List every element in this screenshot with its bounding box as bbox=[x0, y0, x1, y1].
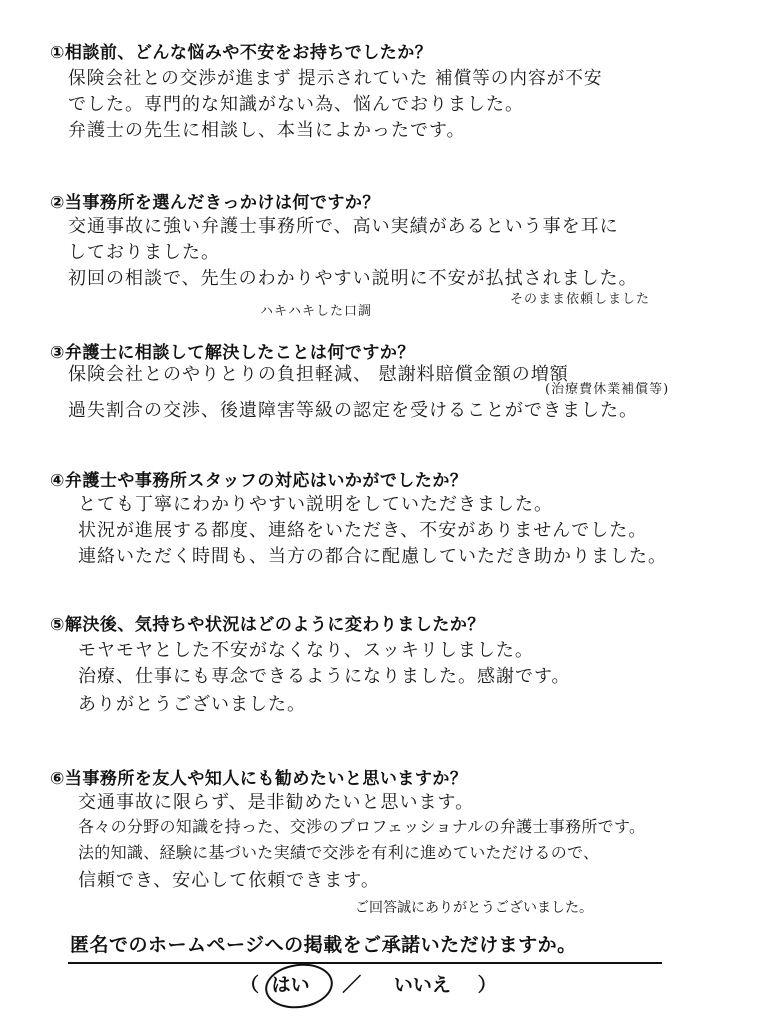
answer-2-line-1: 交通事故に強い弁護士事務所で、高い実績があるという事を耳に bbox=[68, 216, 619, 237]
question-1: ①相談前、どんな悩みや不安をお持ちでしたか？ bbox=[50, 43, 433, 63]
note-3-detail: (治療費休業補償等) bbox=[545, 382, 670, 397]
consent-question: 匿名でのホームページへの掲載をご承諾いただけますか。 bbox=[70, 934, 577, 956]
answer-5-line-1: モヤモヤとした不安がなくなり、スッキリしました。 bbox=[78, 640, 534, 661]
yes-option[interactable]: はい bbox=[271, 974, 310, 996]
answer-3-line-1: 保険会社とのやりとりの負担軽減、 慰謝料賠償金額の増額 bbox=[68, 364, 569, 385]
answer-2-line-2: しておりました。 bbox=[68, 242, 220, 263]
question-2: ②当事務所を選んだきっかけは何ですか？ bbox=[50, 193, 380, 213]
answer-1-line-1: 保険会社との交渉が進まず 提示されていた 補償等の内容が不安 bbox=[68, 68, 603, 89]
consent-choices bbox=[240, 970, 497, 997]
note-2-request: そのまま依頼しました bbox=[510, 292, 651, 307]
slash-separator: ／ bbox=[342, 974, 362, 996]
answer-5-line-2: 治療、仕事にも専念できるようになりました。感謝です。 bbox=[78, 666, 571, 687]
answer-1-line-3: 弁護士の先生に相談し、本当によかったです。 bbox=[68, 120, 466, 141]
answer-6-line-1: 交通事故に限らず、是非勧めたいと思います。 bbox=[78, 792, 475, 813]
answer-6-line-4: 信頼でき、安心して依頼できます。 bbox=[78, 870, 380, 891]
answer-3-line-2: 過失割合の交渉、後遺障害等級の認定を受けることができました。 bbox=[68, 400, 638, 421]
answer-6-line-3: 法的知識、経験に基づいた実績で交渉を有利に進めていただけるので、 bbox=[78, 843, 600, 862]
no-option[interactable]: いいえ bbox=[393, 974, 451, 996]
answer-4-line-3: 連絡いただく時間も、当方の都合に配慮していただき助かりました。 bbox=[78, 546, 667, 567]
open-paren: （ bbox=[240, 974, 260, 996]
answer-4-line-1: とても丁寧にわかりやすい説明をしていただきました。 bbox=[78, 494, 553, 515]
thanks-message: ご回答誠にありがとうございました。 bbox=[355, 900, 593, 916]
answer-4-line-2: 状況が進展する都度、連絡をいただき、不安がありませんでした。 bbox=[78, 520, 648, 541]
answer-5-line-3: ありがとうございました。 bbox=[78, 694, 306, 715]
answer-2-line-3: 初回の相談で、先生のわかりやすい説明に不安が払拭されました。 bbox=[68, 268, 638, 289]
answer-6-line-2: 各々の分野の知識を持った、交渉のプロフェッショナルの弁護士事務所です。 bbox=[78, 817, 646, 836]
question-6: ⑥当事務所を友人や知人にも勧めたいと思いますか？ bbox=[50, 769, 468, 789]
question-4: ④弁護士や事務所スタッフの対応はいかがでしたか？ bbox=[50, 471, 468, 491]
question-5: ⑤解決後、気持ちや状況はどのように変わりましたか？ bbox=[50, 615, 485, 635]
close-paren: ） bbox=[477, 974, 497, 996]
question-3: ③弁護士に相談して解決したことは何ですか？ bbox=[50, 343, 415, 363]
consent-underline bbox=[68, 962, 662, 964]
note-2-tone: ハキハキした口調 bbox=[260, 304, 373, 319]
answer-1-line-2: でした。専門的な知識がない為、悩んでおりました。 bbox=[68, 94, 524, 115]
